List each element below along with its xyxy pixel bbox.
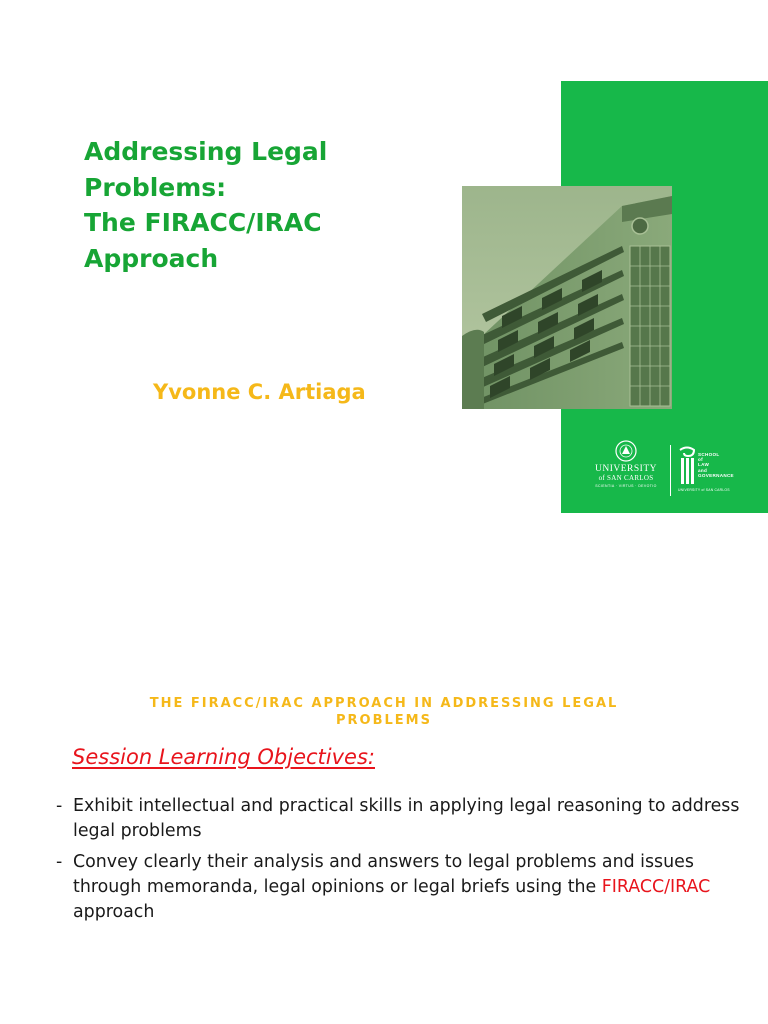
law-school-name (698, 452, 734, 478)
author-name: Yvonne C. Artiaga (153, 380, 366, 404)
slide-title (84, 134, 504, 276)
objective-item (56, 794, 746, 844)
law-logo-line: and (698, 467, 708, 473)
university-logo (591, 440, 661, 496)
law-logo-line: LAW (698, 462, 710, 468)
usc-logo-line1: UNIVERSITY (595, 464, 657, 474)
law-logo-line: SCHOOL (698, 452, 720, 457)
usc-logo-line2: of SAN CARLOS (598, 474, 654, 482)
law-logo-line: of (698, 457, 703, 463)
objective-text: Convey clearly their analysis and answers to legal problems and issues through memoranda, legal opinions or legal briefs using the (73, 852, 694, 897)
logo-divider (670, 445, 671, 496)
title-line-2: Problems: (84, 172, 227, 202)
title-line-4: Approach (84, 243, 219, 273)
title-line-1: Addressing Legal (84, 137, 328, 166)
bullet-dash: - (56, 796, 63, 816)
section-heading (70, 695, 698, 729)
usc-seal-icon (615, 440, 637, 462)
objective-item (56, 850, 746, 925)
objective-text-end: approach (73, 902, 155, 922)
section-heading-line-2: PROBLEMS (336, 713, 432, 728)
title-line-3: The FIRACC/IRAC (84, 208, 322, 237)
law-column-icon (678, 446, 696, 486)
law-logo-line: GOVERNANCE (698, 472, 734, 478)
section-heading-line-1: THE FIRACC/IRAC APPROACH IN ADDRESSING LEGAL (149, 696, 619, 711)
objective-highlight: FIRACC/IRAC (601, 877, 711, 897)
objective-text: Exhibit intellectual and practical skills in applying legal reasoning to address legal problems (73, 796, 740, 841)
objectives-list (56, 794, 746, 931)
building-photo (462, 186, 672, 409)
law-logo-footer: UNIVERSITY of SAN CARLOS (678, 488, 730, 492)
law-school-logo (678, 446, 738, 496)
objectives-heading: Session Learning Objectives: (72, 745, 375, 769)
usc-logo-tagline: SCIENTIA · VIRTUS · DEVOTIO (595, 484, 657, 488)
bullet-dash: - (56, 852, 63, 872)
